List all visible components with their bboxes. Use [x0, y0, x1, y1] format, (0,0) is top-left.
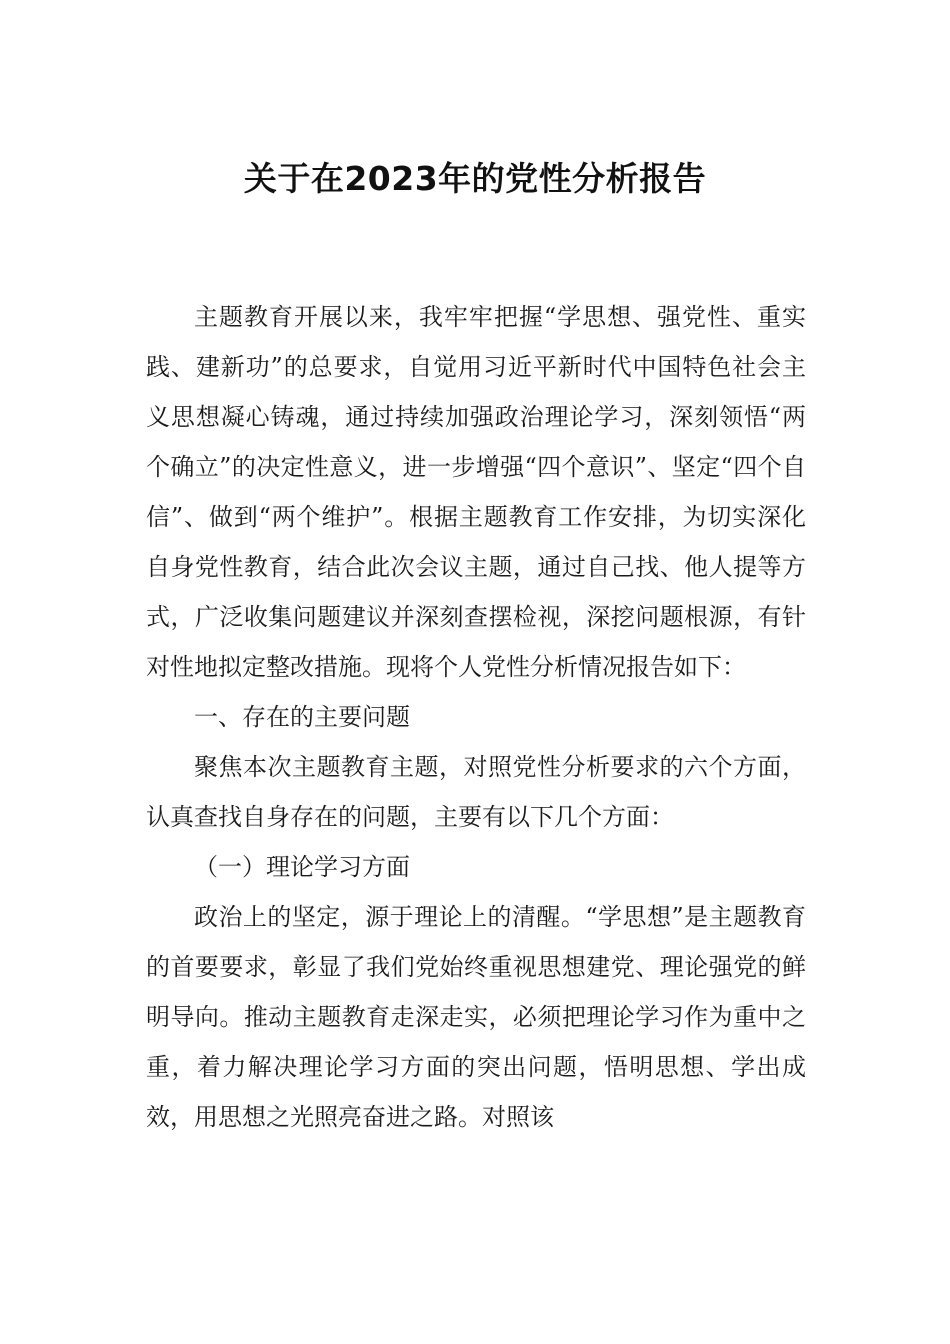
intro-paragraph: 主题教育开展以来，我牢牢把握“学思想、强党性、重实践、建新功”的总要求，自觉用习近平新时代中国特色社会主义思想凝心铸魂，通过持续加强政治理论学习，深刻领悟“两个确立”的决定性意义，进一步增强“四个意识”、坚定“四个自信”、做到“两个维护”。根据主题教育工作安排，为切实深化自身党性教育，结合此次会议主题，通过自己找、他人提等方式，广泛收集问题建议并深刻查摆检视，深挖问题根源，有针对性地拟定整改措施。现将个人党性分析情况报告如下：: [146, 303, 806, 681]
section-intro-paragraph: 聚焦本次主题教育主题，对照党性分析要求的六个方面，认真查找自身存在的问题，主要有以下几个方面：: [146, 753, 806, 831]
document-body: [146, 292, 806, 1142]
subsection-heading-theory-study: （一）理论学习方面: [194, 853, 410, 881]
section-heading-main-problems: 一、存在的主要问题: [194, 703, 410, 731]
theory-study-paragraph: 政治上的坚定，源于理论上的清醒。“学思想”是主题教育的首要要求，彰显了我们党始终重视思想建党、理论强党的鲜明导向。推动主题教育走深走实，必须把理论学习作为重中之重，着力解决理论学习方面的突出问题，悟明思想、学出成效，用思想之光照亮奋进之路。对照该: [146, 903, 806, 1131]
document-title: 关于在2023年的党性分析报告: [243, 159, 707, 198]
